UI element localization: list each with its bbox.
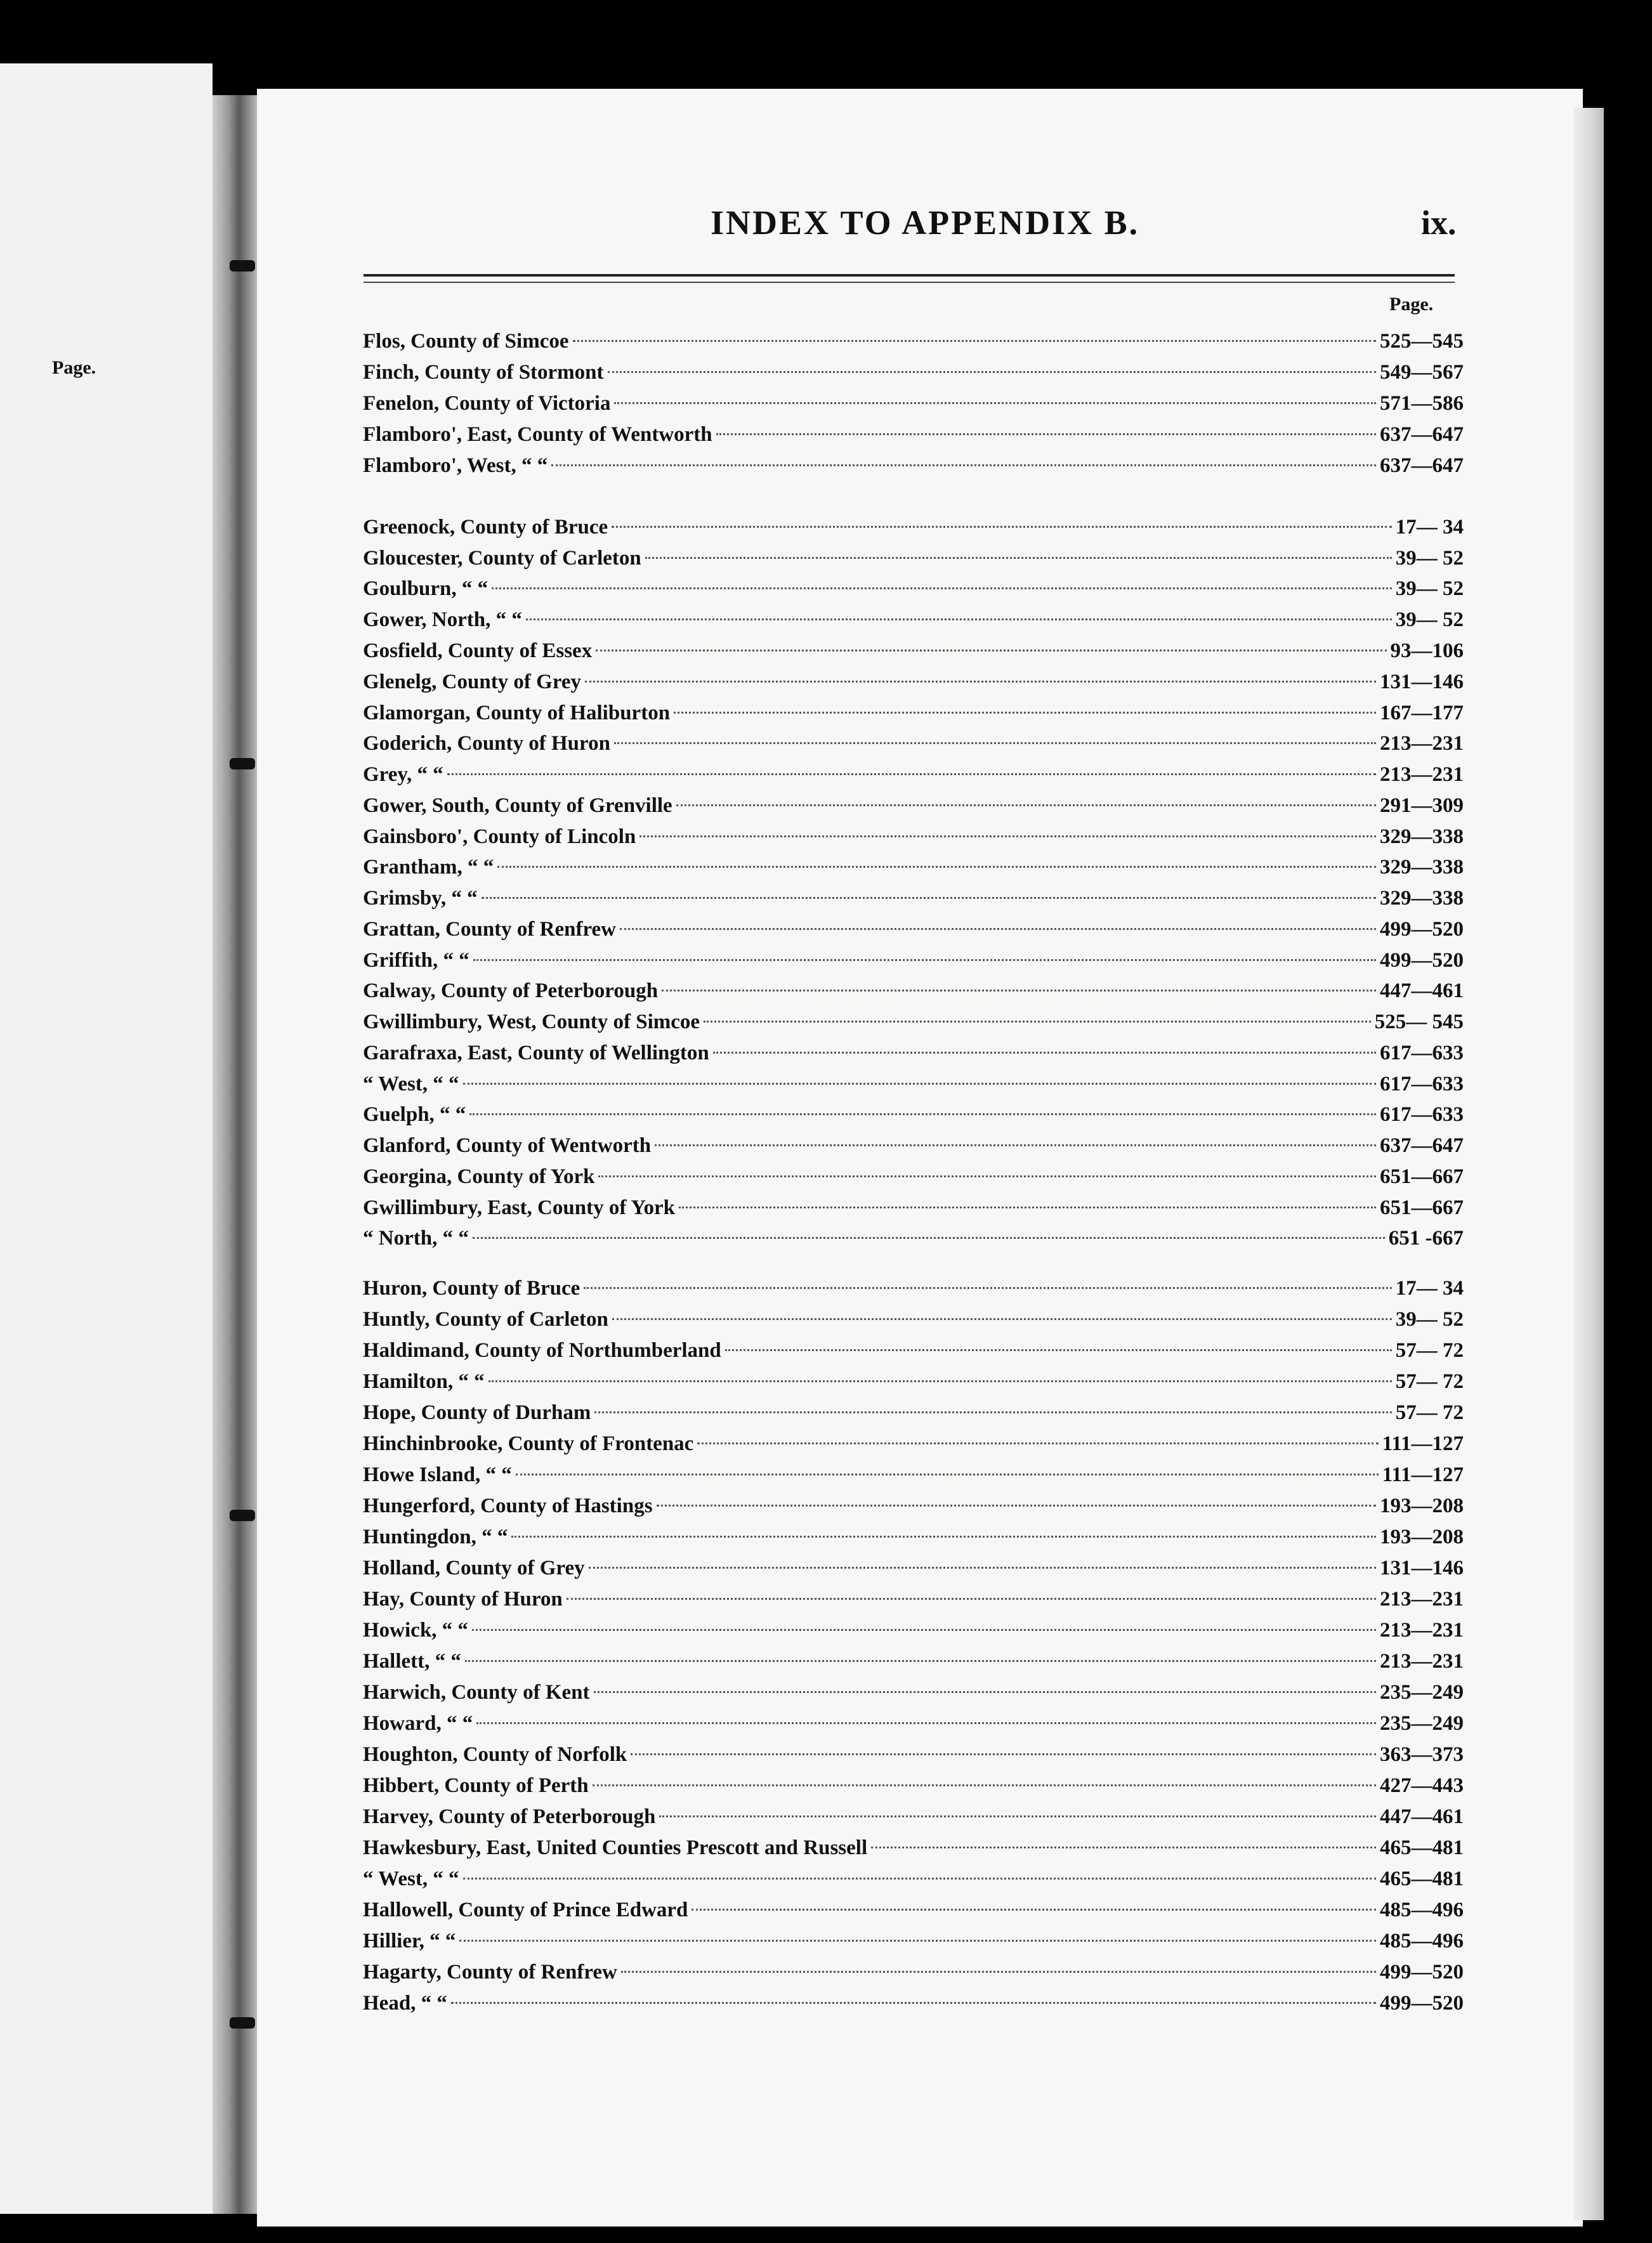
right-page-column-head: Page. xyxy=(1389,294,1434,315)
index-entry-pages: 499—520 xyxy=(1380,1992,1464,2015)
dot-leader xyxy=(526,618,1392,620)
dot-leader xyxy=(674,712,1376,714)
index-entry-pages: 427—443 xyxy=(1380,1774,1464,1797)
index-entry xyxy=(363,700,1464,726)
dot-leader xyxy=(551,464,1376,466)
dot-leader xyxy=(594,1411,1391,1413)
index-entry-name: Flos, County of Simcoe xyxy=(363,330,569,353)
index-entry xyxy=(363,1897,1464,1923)
index-entry-pages: 39— 52 xyxy=(1395,608,1464,631)
index-entry-pages: 499—520 xyxy=(1380,949,1464,972)
dot-leader xyxy=(639,835,1376,837)
index-entry-pages: 485—496 xyxy=(1380,1930,1464,1952)
index-entry-pages: 499—520 xyxy=(1380,918,1464,941)
index-entry-name: Huntingdon, “ “ xyxy=(363,1526,508,1548)
index-entry-pages: 525—545 xyxy=(1380,330,1464,353)
index-entry-name: Huron, County of Bruce xyxy=(363,1277,580,1300)
dot-leader xyxy=(704,1021,1371,1023)
dot-leader xyxy=(463,1878,1376,1880)
index-entry-name: Gower, North, “ “ xyxy=(363,608,522,631)
dot-leader xyxy=(584,1287,1392,1289)
index-entry-pages: 329—338 xyxy=(1380,887,1464,910)
dot-leader xyxy=(871,1847,1376,1848)
index-entry-name: Flamboro', East, County of Wentworth xyxy=(363,423,712,446)
index-entry-pages: 465—481 xyxy=(1380,1867,1464,1890)
index-entry xyxy=(363,1400,1464,1425)
dot-leader xyxy=(596,650,1386,651)
index-entry-name: Huntly, County of Carleton xyxy=(363,1308,608,1331)
index-entry xyxy=(363,1959,1464,1985)
index-entry-pages: 167—177 xyxy=(1380,702,1464,724)
index-entry-name: Grattan, County of Renfrew xyxy=(363,918,617,941)
index-entry-name: Howick, “ “ xyxy=(363,1619,468,1642)
index-entry-pages: 111—127 xyxy=(1382,1463,1464,1486)
index-entry-name: Georgina, County of York xyxy=(363,1165,595,1188)
index-entry-pages: 131—146 xyxy=(1380,670,1464,693)
dot-leader xyxy=(593,1784,1376,1786)
index-entry xyxy=(363,638,1464,664)
index-entry-name: Goderich, County of Huron xyxy=(363,732,610,755)
index-entry-name: Grey, “ “ xyxy=(363,763,443,786)
index-entry-name: “ West, “ “ xyxy=(363,1073,459,1095)
dot-leader xyxy=(598,1175,1376,1177)
index-entry-name: Fenelon, County of Victoria xyxy=(363,392,611,415)
index-entry xyxy=(363,1991,1464,2016)
index-entry-pages: 447—461 xyxy=(1380,1805,1464,1828)
index-entry-pages: 17— 34 xyxy=(1395,1277,1464,1300)
index-entry-name: Glenelg, County of Grey xyxy=(363,670,582,693)
dot-leader xyxy=(692,1909,1376,1911)
index-entry-name: Haldimand, County of Northumberland xyxy=(363,1339,721,1362)
index-entry-name: Gwillimbury, West, County of Simcoe xyxy=(363,1010,700,1033)
index-entry-pages: 39— 52 xyxy=(1395,1308,1464,1331)
index-entry-pages: 213—231 xyxy=(1380,763,1464,786)
index-entry xyxy=(363,917,1464,942)
index-entry xyxy=(363,360,1464,385)
index-entry xyxy=(363,762,1464,787)
index-entry-name: Houghton, County of Norfolk xyxy=(363,1743,627,1766)
index-entry-name: Hibbert, County of Perth xyxy=(363,1774,589,1797)
index-entry xyxy=(363,422,1464,447)
index-entry-name: Hillier, “ “ xyxy=(363,1930,456,1952)
index-entry-name: Hamilton, “ “ xyxy=(363,1370,485,1393)
dot-leader xyxy=(612,526,1392,528)
index-entry-name: “ North, “ “ xyxy=(363,1227,469,1250)
index-entry-name: Gloucester, County of Carleton xyxy=(363,547,641,570)
dot-leader xyxy=(676,804,1376,806)
index-entry-name: Holland, County of Grey xyxy=(363,1557,585,1579)
index-entry-name: Hallett, “ “ xyxy=(363,1650,461,1673)
dot-leader xyxy=(451,2002,1376,2004)
index-entry-pages: 39— 52 xyxy=(1395,547,1464,570)
dot-leader xyxy=(497,866,1376,868)
dot-leader xyxy=(459,1940,1376,1942)
index-entry-pages: 571—586 xyxy=(1380,392,1464,415)
index-entry-pages: 525— 545 xyxy=(1374,1010,1464,1033)
index-entry xyxy=(363,1618,1464,1643)
index-entry xyxy=(363,886,1464,911)
index-entry xyxy=(363,1009,1464,1035)
index-entry-pages: 213—231 xyxy=(1380,732,1464,755)
index-entry xyxy=(363,1524,1464,1550)
index-entry xyxy=(363,1102,1464,1127)
index-entry xyxy=(363,1586,1464,1612)
index-entry-pages: 637—647 xyxy=(1380,454,1464,477)
index-entry xyxy=(363,514,1464,540)
index-entry-name: Hungerford, County of Hastings xyxy=(363,1494,653,1517)
index-entry-pages: 93—106 xyxy=(1390,639,1464,662)
index-entry-pages: 291—309 xyxy=(1380,794,1464,817)
index-entry xyxy=(363,576,1464,601)
index-entry-pages: 363—373 xyxy=(1380,1743,1464,1766)
dot-leader xyxy=(482,897,1376,899)
dot-leader xyxy=(488,1380,1392,1382)
index-entry xyxy=(363,1133,1464,1158)
dot-leader xyxy=(465,1660,1376,1662)
index-entry-pages: 213—231 xyxy=(1380,1588,1464,1611)
index-entry-pages: 57— 72 xyxy=(1395,1370,1464,1393)
left-page-column-head: Page. xyxy=(52,357,96,378)
index-entry-pages: 329—338 xyxy=(1380,825,1464,848)
dot-leader xyxy=(713,1052,1376,1054)
dot-leader xyxy=(516,1474,1379,1475)
index-entry xyxy=(363,1276,1464,1301)
dot-leader xyxy=(621,1971,1376,1973)
index-entry-pages: 637—647 xyxy=(1380,423,1464,446)
index-entry-pages: 651 -667 xyxy=(1388,1227,1464,1250)
index-entry xyxy=(363,1071,1464,1097)
header-rule-thin xyxy=(364,282,1455,283)
dot-leader xyxy=(659,1815,1376,1817)
index-entry xyxy=(363,1555,1464,1581)
index-entry-name: Head, “ “ xyxy=(363,1992,447,2015)
page-edge xyxy=(1573,108,1604,2220)
binding-stitch xyxy=(230,260,255,271)
dot-leader xyxy=(645,557,1392,559)
index-entry xyxy=(363,1164,1464,1189)
book-gutter xyxy=(213,95,257,2214)
dot-leader xyxy=(589,1567,1376,1569)
index-entry-pages: 617—633 xyxy=(1380,1103,1464,1126)
dot-leader xyxy=(620,928,1376,930)
index-entry-name: Guelph, “ “ xyxy=(363,1103,466,1126)
binding-stitch xyxy=(230,758,255,769)
page-number: ix. xyxy=(1421,204,1457,242)
dot-leader xyxy=(463,1083,1376,1085)
index-entry-name: Howard, “ “ xyxy=(363,1712,473,1735)
index-entry-name: “ West, “ “ xyxy=(363,1867,459,1890)
index-entry-pages: 57— 72 xyxy=(1395,1339,1464,1362)
index-entry xyxy=(363,546,1464,571)
index-entry xyxy=(363,669,1464,695)
index-entry-name: Garafraxa, East, County of Wellington xyxy=(363,1042,709,1064)
dot-leader xyxy=(612,1318,1392,1320)
index-entry-pages: 465—481 xyxy=(1380,1836,1464,1859)
dot-leader xyxy=(492,587,1392,589)
index-entry-name: Harvey, County of Peterborough xyxy=(363,1805,656,1828)
dot-leader xyxy=(511,1536,1376,1538)
index-entry xyxy=(363,1866,1464,1892)
index-entry-name: Gainsboro', County of Lincoln xyxy=(363,825,636,848)
index-entry-name: Hallowell, County of Prince Edward xyxy=(363,1899,688,1921)
index-entry xyxy=(363,1431,1464,1456)
dot-leader xyxy=(679,1207,1376,1208)
left-page xyxy=(0,63,213,2214)
index-entry xyxy=(363,793,1464,818)
index-entry-name: Galway, County of Peterborough xyxy=(363,979,659,1002)
index-entry xyxy=(363,607,1464,632)
dot-leader xyxy=(631,1753,1376,1755)
index-entry-pages: 213—231 xyxy=(1380,1619,1464,1642)
dot-leader xyxy=(447,773,1376,775)
index-entry-pages: 549—567 xyxy=(1380,361,1464,384)
index-entry-name: Hawkesbury, East, United Counties Prescott and Russell xyxy=(363,1836,868,1859)
dot-leader xyxy=(725,1349,1392,1351)
dot-leader xyxy=(594,1691,1377,1693)
binding-stitch xyxy=(230,2017,255,2029)
header-rule xyxy=(364,274,1455,277)
index-entry xyxy=(363,1804,1464,1829)
index-entry xyxy=(363,1649,1464,1674)
index-entry xyxy=(363,1680,1464,1705)
dot-leader xyxy=(614,742,1376,744)
index-entry xyxy=(363,1711,1464,1736)
index-entry-name: Gwillimbury, East, County of York xyxy=(363,1196,676,1219)
index-entry-pages: 651—667 xyxy=(1380,1165,1464,1188)
index-entry-name: Gower, South, County of Grenville xyxy=(363,794,672,817)
index-entry xyxy=(363,1742,1464,1767)
index-entry xyxy=(363,731,1464,756)
index-entry-pages: 17— 34 xyxy=(1395,516,1464,539)
dot-leader xyxy=(585,681,1376,683)
index-entry xyxy=(363,1226,1464,1251)
dot-leader xyxy=(662,990,1376,991)
index-entry xyxy=(363,1773,1464,1798)
index-entry xyxy=(363,1338,1464,1363)
index-entry xyxy=(363,1493,1464,1519)
index-entry xyxy=(363,948,1464,973)
index-entry-pages: 39— 52 xyxy=(1395,577,1464,600)
index-entry xyxy=(363,329,1464,354)
index-entry-name: Grantham, “ “ xyxy=(363,856,494,879)
index-entry-name: Goulburn, “ “ xyxy=(363,577,488,600)
index-entry-name: Hope, County of Durham xyxy=(363,1401,591,1424)
dot-leader xyxy=(476,1722,1376,1724)
dot-leader xyxy=(567,1598,1376,1600)
dot-leader xyxy=(614,402,1376,404)
index-entry-pages: 637—647 xyxy=(1380,1134,1464,1157)
index-entry-pages: 193—208 xyxy=(1380,1526,1464,1548)
index-entry-pages: 447—461 xyxy=(1380,979,1464,1002)
index-entry-pages: 617—633 xyxy=(1380,1073,1464,1095)
index-entry-name: Glamorgan, County of Haliburton xyxy=(363,702,671,724)
index-entry xyxy=(363,391,1464,416)
index-entry-pages: 499—520 xyxy=(1380,1961,1464,1984)
index-entry-name: Hay, County of Huron xyxy=(363,1588,563,1611)
index-entry-pages: 111—127 xyxy=(1382,1432,1464,1455)
dot-leader xyxy=(657,1505,1376,1507)
index-entry-name: Grimsby, “ “ xyxy=(363,887,478,910)
index-entry-pages: 235—249 xyxy=(1380,1681,1464,1704)
index-entry xyxy=(363,1040,1464,1066)
index-entry xyxy=(363,453,1464,478)
index-entry-pages: 617—633 xyxy=(1380,1042,1464,1064)
index-entry xyxy=(363,854,1464,880)
dot-leader xyxy=(469,1113,1376,1115)
index-entry xyxy=(363,1369,1464,1394)
page-title: INDEX TO APPENDIX B. xyxy=(711,204,1140,242)
dot-leader xyxy=(473,1237,1385,1239)
index-entry xyxy=(363,1928,1464,1954)
index-entry xyxy=(363,824,1464,849)
index-entry-name: Howe Island, “ “ xyxy=(363,1463,512,1486)
dot-leader xyxy=(573,340,1377,342)
index-entry xyxy=(363,1195,1464,1220)
index-entry-name: Hinchinbrooke, County of Frontenac xyxy=(363,1432,694,1455)
index-entry-pages: 485—496 xyxy=(1380,1899,1464,1921)
index-entry-name: Hagarty, County of Renfrew xyxy=(363,1961,617,1984)
index-entry xyxy=(363,1462,1464,1488)
index-entry xyxy=(363,1307,1464,1332)
index-entry-pages: 235—249 xyxy=(1380,1712,1464,1735)
index-entry xyxy=(363,1835,1464,1860)
index-entry-pages: 651—667 xyxy=(1380,1196,1464,1219)
index-entry-name: Harwich, County of Kent xyxy=(363,1681,590,1704)
index-entry-name: Gosfield, County of Essex xyxy=(363,639,593,662)
dot-leader xyxy=(473,959,1376,961)
dot-leader xyxy=(716,433,1376,435)
index-entry-name: Griffith, “ “ xyxy=(363,949,469,972)
index-entry-pages: 57— 72 xyxy=(1395,1401,1464,1424)
index-entry-pages: 213—231 xyxy=(1380,1650,1464,1673)
index-entry-pages: 131—146 xyxy=(1380,1557,1464,1579)
index-entry-pages: 193—208 xyxy=(1380,1494,1464,1517)
dot-leader xyxy=(697,1442,1378,1444)
binding-stitch xyxy=(230,1510,255,1521)
dot-leader xyxy=(472,1629,1376,1631)
index-entry-name: Finch, County of Stormont xyxy=(363,361,604,384)
index-entry-name: Greenock, County of Bruce xyxy=(363,516,608,539)
dot-leader xyxy=(608,371,1376,373)
index-entry-name: Flamboro', West, “ “ xyxy=(363,454,548,477)
dot-leader xyxy=(655,1144,1376,1146)
index-entry-pages: 329—338 xyxy=(1380,856,1464,879)
index-entry xyxy=(363,978,1464,1004)
index-entry-name: Glanford, County of Wentworth xyxy=(363,1134,652,1157)
